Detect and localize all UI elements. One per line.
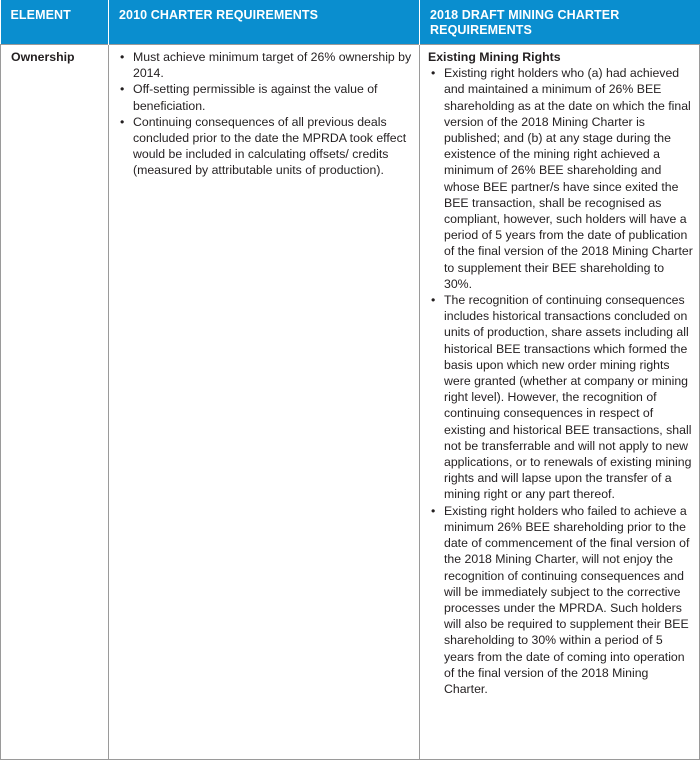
draft-2018-cell bbox=[420, 45, 700, 760]
list-item: • Existing right holders who (a) had achieved and maintained a minimum of 26% BEE shareholding as at the date on which the final version of the 2018 Mining Charter is published; and (b) at any stage during the existence of the mining right achieved a minimum of 26% BEE shareholding and whose BEE partner/s have since exited the BEE transaction, shall be recognised as compliant, however, such holders will have a period of 5 years from the date of publication of the final version of the 2018 Mining Charter to supplement their BEE shareholding to 30%. bbox=[444, 65, 694, 292]
list-item: • Must achieve minimum target of 26% ownership by 2014. bbox=[133, 49, 414, 81]
list-item: • Off-setting permissible is against the value of beneficiation. bbox=[133, 81, 414, 113]
table-row bbox=[1, 45, 700, 760]
charter-2010-cell bbox=[109, 45, 420, 760]
draft-2018-list bbox=[428, 65, 694, 697]
header-2018-draft-charter: 2018 DRAFT MINING CHARTER REQUIREMENTS bbox=[420, 0, 700, 45]
charter-2010-list bbox=[117, 49, 414, 179]
table-body bbox=[1, 45, 700, 760]
header-2010-charter: 2010 CHARTER REQUIREMENTS bbox=[109, 0, 420, 45]
table-header bbox=[1, 0, 700, 45]
header-row bbox=[1, 0, 700, 45]
draft-2018-subheading: Existing Mining Rights bbox=[428, 50, 561, 64]
header-element: ELEMENT bbox=[1, 0, 109, 45]
list-item: • The recognition of continuing consequences includes historical transactions concluded on units of production, share assets including all historical BEE transactions which formed the basis upon which new order mining rights were granted (whether at company or mining right level). However, the recognition of continuing consequences in respect of existing and historical BEE transactions, shall not be transferrable and will not apply to new applications, or to renewals of existing mining rights and will lapse upon the transfer of a mining right or any part thereof. bbox=[444, 292, 694, 503]
list-item: • Existing right holders who failed to achieve a minimum 26% BEE shareholding prior to the date of commencement of the final version of the 2018 Mining Charter, will not enjoy the recognition of continuing consequences and will be immediately subject to the corrective processes under the MPRDA. Such holders will also be required to supplement their BEE shareholding to 30% within a period of 5 years from the date of coming into operation of the final version of the 2018 Mining Charter. bbox=[444, 503, 694, 697]
list-item: • Continuing consequences of all previous deals concluded prior to the date the MPRDA took effect would be included in calculating offsets/ credits (measured by attributable units of production). bbox=[133, 114, 414, 179]
element-cell: Ownership bbox=[1, 45, 109, 760]
